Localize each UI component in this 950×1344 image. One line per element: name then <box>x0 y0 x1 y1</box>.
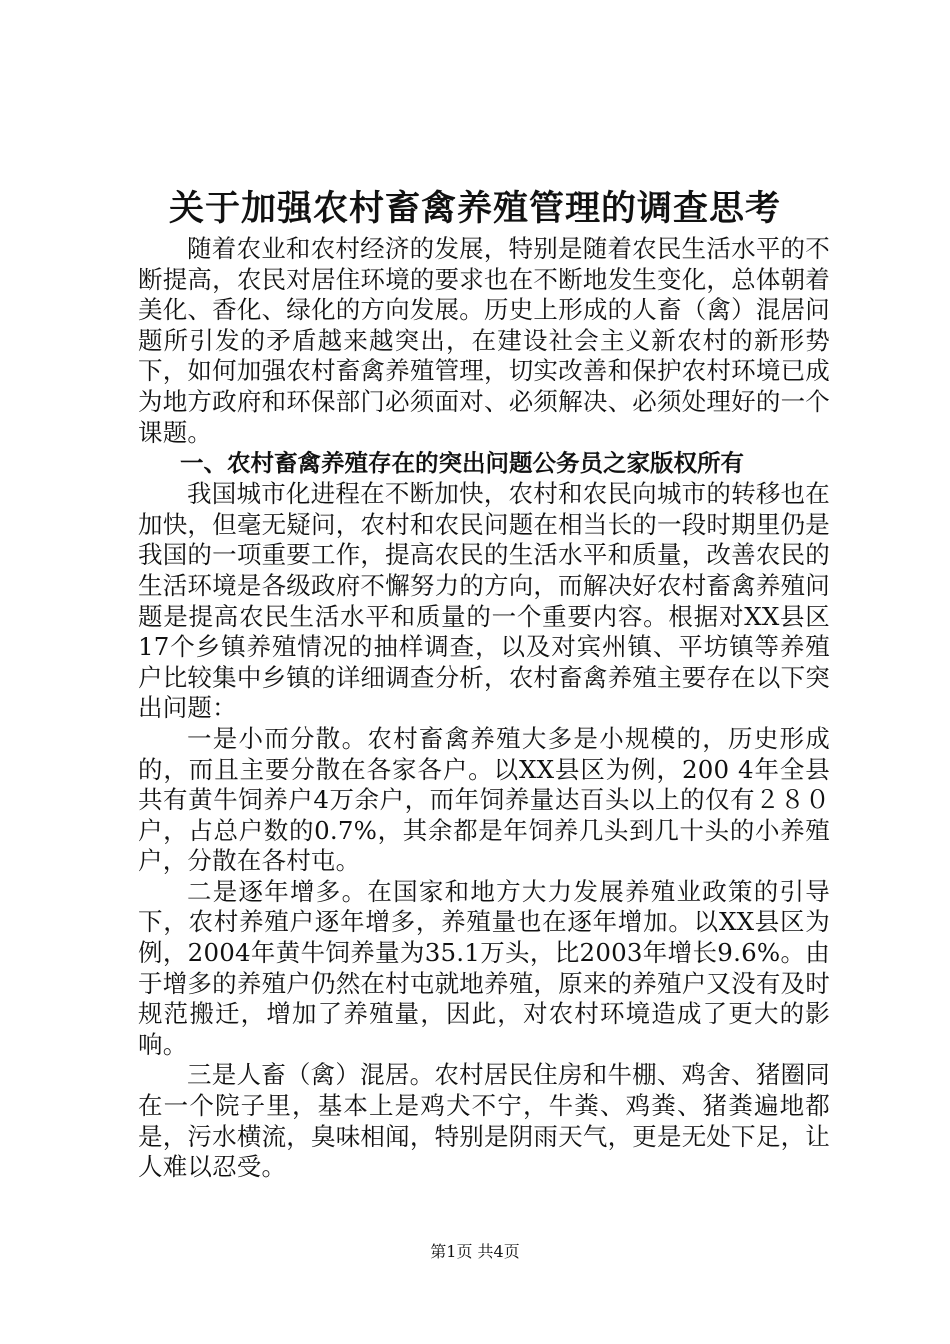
page-number-footer: 第1页 共4页 <box>430 1242 520 1261</box>
point-two-paragraph: 二是逐年增多。在国家和地方大力发展养殖业政策的引导下，农村养殖户逐年增多，养殖量也在逐年增加。以XX县区为例，2004年黄牛饲养量为35.1万头，比2003年增长9.6%。由于增多的养殖户仍然在村屯就地养殖，原来的养殖户又没有及时规范搬迁，增加了养殖量，因此，对农村环境造成了更大的影响。 <box>138 876 830 1059</box>
intro-paragraph: 随着农业和农村经济的发展，特别是随着农民生活水平的不断提高，农民对居住环境的要求也在不断地发生变化，总体朝着美化、香化、绿化的方向发展。历史上形成的人畜（禽）混居问题所引发的矛盾越来越突出，在建设社会主义新农村的新形势下，如何加强农村畜禽养殖管理，切实改善和保护农村环境已成为地方政府和环保部门必须面对、必须解决、必须处理好的一个课题。 <box>138 234 830 447</box>
section-paragraph: 我国城市化进程在不断加快，农村和农民向城市的转移也在加快，但毫无疑问，农村和农民问题在相当长的一段时期里仍是我国的一项重要工作，提高农民的生活水平和质量，改善农民的生活环境是各级政府不懈努力的方向，而解决好农村畜禽养殖问题是提高农民生活水平和质量的一个重要内容。根据对XX县区17个乡镇养殖情况的抽样调查，以及对宾州镇、平坊镇等养殖户比较集中乡镇的详细调查分析，农村畜禽养殖主要存在以下突出问题： <box>138 479 830 723</box>
document-title: 关于加强农村畜禽养殖管理的调查思考 <box>168 188 781 229</box>
document-body <box>138 234 830 1183</box>
point-one-paragraph: 一是小而分散。农村畜禽养殖大多是小规模的，历史形成的，而且主要分散在各家各户。以XX县区为例，200 4年全县共有黄牛饲养户4万余户，而年饲养量达百头以上的仅有２８０户，占总户数的0.7%，其余都是年饲养几头到几十头的小养殖户，分散在各村屯。 <box>138 723 830 876</box>
section-heading: 一、农村畜禽养殖存在的突出问题公务员之家版权所有 <box>180 449 744 478</box>
point-three-paragraph: 三是人畜（禽）混居。农村居民住房和牛棚、鸡舍、猪圈同在一个院子里，基本上是鸡犬不宁，牛粪、鸡粪、猪粪遍地都是，污水横流，臭味相闻，特别是阴雨天气，更是无处下足，让人难以忍受。 <box>138 1060 830 1182</box>
